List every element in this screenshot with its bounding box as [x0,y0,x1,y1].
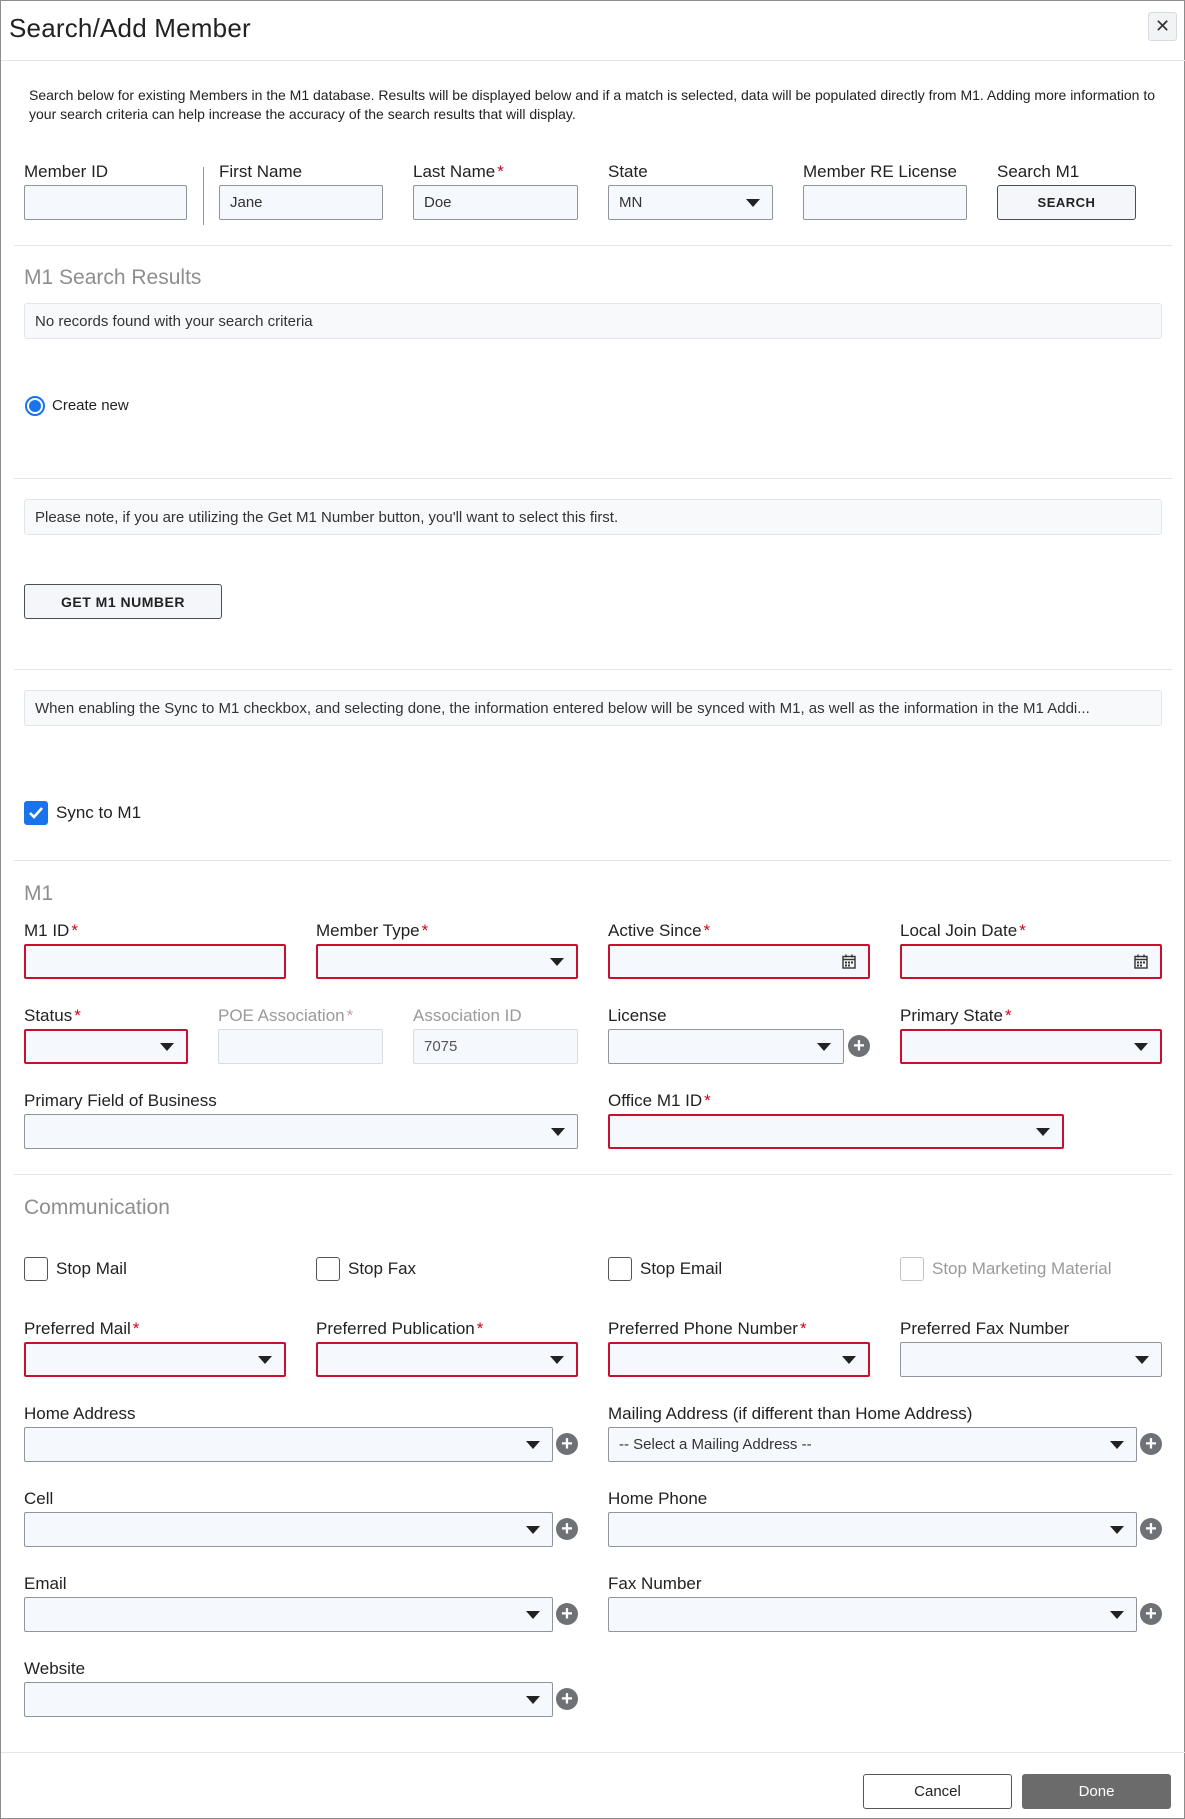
chevron-down-icon [160,1043,174,1051]
state-select[interactable] [608,185,773,220]
get-number-note: Please note, if you are utilizing the Get M1 Number button, you'll want to select this first. [24,499,1162,535]
chevron-down-icon [550,1356,564,1364]
chevron-down-icon [526,1696,540,1704]
sync-note: When enabling the Sync to M1 checkbox, and selecting done, the information entered below will be synced with M1, as well as the information in the M1 Addi... [24,690,1162,726]
search-divider [203,167,204,225]
primary-field-select[interactable] [24,1114,578,1149]
add-website-icon[interactable]: + [556,1688,578,1710]
m1-id-label: M1 ID * [24,921,78,940]
add-email-icon[interactable]: + [556,1603,578,1625]
association-id-label: Association ID [413,1006,522,1025]
preferred-publication-select[interactable] [316,1342,578,1377]
home-address-label: Home Address [24,1404,136,1423]
preferred-mail-label: Preferred Mail * [24,1319,140,1338]
home-phone-select[interactable] [608,1512,1137,1547]
chevron-down-icon [1135,1356,1149,1364]
add-fax-number-icon[interactable]: + [1140,1603,1162,1625]
chevron-down-icon [550,958,564,966]
stop-email-label: Stop Email [640,1259,723,1278]
state-label: State [608,162,648,181]
local-join-date-label: Local Join Date * [900,921,1026,940]
cell-select[interactable] [24,1512,553,1547]
chevron-down-icon [746,199,760,207]
create-new-radio[interactable] [25,396,45,416]
re-license-input[interactable] [803,185,967,220]
website-select[interactable] [24,1682,553,1717]
add-cell-icon[interactable]: + [556,1518,578,1540]
radio-dot [29,400,41,412]
search-m1-label: Search M1 [997,162,1080,181]
stop-fax-checkbox[interactable] [316,1257,340,1281]
fax-number-label: Fax Number [608,1574,702,1593]
divider [14,478,1172,479]
preferred-fax-select[interactable] [900,1342,1162,1377]
stop-marketing-label: Stop Marketing Material [932,1259,1112,1278]
poe-association-input [218,1029,383,1064]
done-button[interactable]: Done [1022,1774,1171,1809]
calendar-icon[interactable] [842,954,856,969]
get-m1-number-button[interactable]: GET M1 NUMBER [24,584,222,619]
chevron-down-icon [842,1356,856,1364]
active-since-input[interactable] [608,944,870,979]
association-id-input: 7075 [413,1029,578,1064]
status-select[interactable] [24,1029,188,1064]
divider [14,1174,1172,1175]
mailing-address-select[interactable] [608,1427,1137,1462]
close-button[interactable] [1148,12,1177,41]
divider [14,860,1172,861]
license-select[interactable] [608,1029,844,1064]
cell-label: Cell [24,1489,54,1508]
license-label: License [608,1006,667,1025]
communication-heading: Communication [24,1196,170,1219]
member-id-label: Member ID [24,162,109,181]
active-since-label: Active Since * [608,921,711,940]
chevron-down-icon [1036,1128,1050,1136]
first-name-input[interactable]: Jane [219,185,383,220]
stop-email-checkbox[interactable] [608,1257,632,1281]
chevron-down-icon [258,1356,272,1364]
preferred-phone-label: Preferred Phone Number * [608,1319,807,1338]
chevron-down-icon [1110,1611,1124,1619]
cancel-button[interactable]: Cancel [863,1774,1012,1809]
m1-heading: M1 [24,882,54,905]
results-message: No records found with your search criteria [24,303,1162,339]
preferred-fax-label: Preferred Fax Number [900,1319,1070,1338]
primary-field-label: Primary Field of Business [24,1091,217,1110]
add-home-phone-icon[interactable]: + [1140,1518,1162,1540]
state-value: MN [619,194,643,211]
check-icon [28,806,44,820]
fax-number-select[interactable] [608,1597,1137,1632]
divider [14,669,1172,670]
add-license-icon[interactable]: + [848,1035,870,1057]
last-name-input[interactable]: Doe [413,185,578,220]
chevron-down-icon [1134,1043,1148,1051]
member-type-select[interactable] [316,944,578,979]
website-label: Website [24,1659,86,1678]
member-type-label: Member Type * [316,921,429,940]
results-heading: M1 Search Results [24,266,202,289]
first-name-label: First Name [219,162,303,181]
sync-to-m1-checkbox[interactable] [24,801,48,825]
chevron-down-icon [526,1611,540,1619]
search-button[interactable]: SEARCH [997,185,1136,220]
home-phone-label: Home Phone [608,1489,708,1508]
preferred-phone-select[interactable] [608,1342,870,1377]
preferred-mail-select[interactable] [24,1342,286,1377]
chevron-down-icon [817,1043,831,1051]
mailing-address-value: -- Select a Mailing Address -- [619,1436,812,1453]
stop-mail-checkbox[interactable] [24,1257,48,1281]
stop-marketing-checkbox [900,1257,924,1281]
sync-to-m1-label: Sync to M1 [56,803,142,822]
local-join-date-input[interactable] [900,944,1162,979]
stop-mail-label: Stop Mail [56,1259,127,1278]
preferred-publication-label: Preferred Publication * [316,1319,484,1338]
chevron-down-icon [1110,1441,1124,1449]
primary-state-label: Primary State * [900,1006,1012,1025]
stop-fax-label: Stop Fax [348,1259,417,1278]
re-license-label: Member RE License [803,162,958,181]
chevron-down-icon [526,1441,540,1449]
add-mailing-address-icon[interactable]: + [1140,1433,1162,1455]
m1-id-input[interactable] [24,944,286,979]
primary-state-select[interactable] [900,1029,1162,1064]
add-home-address-icon[interactable]: + [556,1433,578,1455]
member-id-input[interactable] [24,185,187,220]
chevron-down-icon [1110,1526,1124,1534]
dialog-title: Search/Add Member [9,13,251,43]
email-select[interactable] [24,1597,553,1632]
email-label: Email [24,1574,67,1593]
status-label: Status * [24,1006,81,1025]
close-icon: ✕ [1154,16,1171,36]
home-address-select[interactable] [24,1427,553,1462]
office-m1-id-label: Office M1 ID * [608,1091,711,1110]
calendar-icon[interactable] [1134,954,1148,969]
last-name-label: Last Name * [413,162,504,181]
header-divider [1,60,1185,61]
chevron-down-icon [526,1526,540,1534]
create-new-label: Create new [52,397,129,414]
divider [14,245,1172,246]
office-m1-id-select[interactable] [608,1114,1064,1149]
intro-text: Search below for existing Members in the M1 database. Results will be displayed below and if a match is selected, data will be populated directly from M1. Adding more information to your search criteria can help increase the accuracy of the search results that will display. [29,87,1156,122]
footer-divider [1,1752,1185,1753]
poe-association-label: POE Association * [218,1006,354,1025]
mailing-address-label: Mailing Address (if different than Home Address) [608,1404,973,1423]
required-marker: * [497,162,504,181]
chevron-down-icon [551,1128,565,1136]
